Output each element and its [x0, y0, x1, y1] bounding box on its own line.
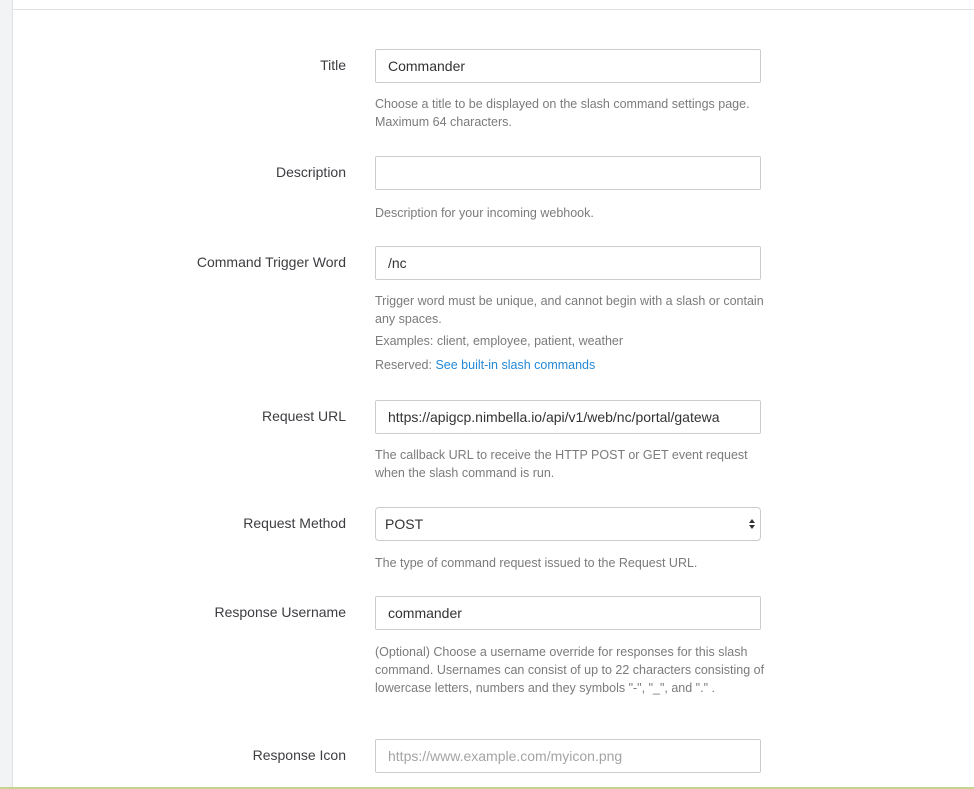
- response-username-input[interactable]: commander: [375, 596, 761, 630]
- description-input[interactable]: [375, 156, 761, 190]
- request-url-label: Request URL: [261, 408, 346, 424]
- left-sidebar-edge: [0, 0, 13, 789]
- title-help-text: [375, 95, 767, 131]
- description-label: Description: [275, 164, 346, 180]
- trigger-examples: Examples: client, employee, patient, weather: [375, 334, 624, 348]
- trigger-word-input[interactable]: /nc: [375, 246, 761, 280]
- request-method-help-text: [375, 554, 767, 572]
- trigger-reserved: [375, 356, 767, 374]
- trigger-word-label: Command Trigger Word: [196, 254, 346, 270]
- title-help: Choose a title to be displayed on the slash command settings page. Maximum 64 characters.: [375, 97, 750, 129]
- response-icon-label: Response Icon: [252, 747, 346, 763]
- response-username-help-text: [375, 643, 767, 697]
- description-help: Description for your incoming webhook.: [375, 206, 594, 220]
- description-help-text: [375, 204, 767, 222]
- select-arrows-icon: [748, 516, 756, 532]
- response-username-help: (Optional) Choose a username override for responses for this slash command. Usernames can consist of up to 22 characters consisting of lowercase letters, numbers and they symbols "-", "_", and "." .: [375, 645, 765, 695]
- request-method-select[interactable]: [375, 507, 761, 541]
- request-url-input[interactable]: https://apigcp.nimbella.io/api/v1/web/nc/portal/gatewa: [375, 400, 761, 434]
- response-username-label: Response Username: [214, 604, 346, 620]
- request-url-help-text: [375, 446, 767, 482]
- top-divider: [12, 9, 974, 10]
- built-in-slash-commands-link[interactable]: See built-in slash commands: [435, 358, 596, 372]
- request-method-help: The type of command request issued to the Request URL.: [375, 556, 698, 570]
- trigger-help: Trigger word must be unique, and cannot begin with a slash or contain any spaces.: [375, 294, 764, 326]
- response-icon-input[interactable]: https://www.example.com/myicon.png: [375, 739, 761, 773]
- request-method-label: Request Method: [243, 515, 346, 531]
- title-input[interactable]: Commander: [375, 49, 761, 83]
- trigger-word-help-text: [375, 292, 767, 374]
- request-method-value: POST: [385, 516, 424, 532]
- reserved-prefix: Reserved:: [375, 358, 436, 372]
- title-label: Title: [320, 57, 346, 73]
- request-url-help: The callback URL to receive the HTTP POST or GET event request when the slash command is run.: [375, 448, 748, 480]
